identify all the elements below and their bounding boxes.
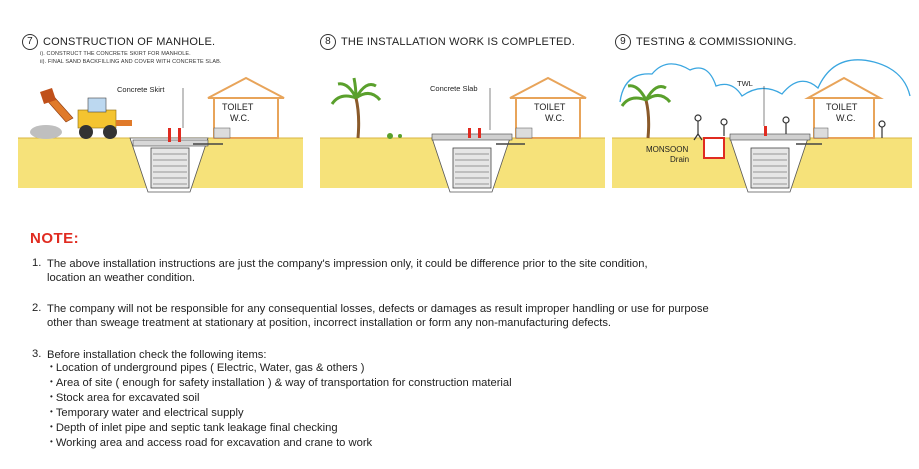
- note-title: NOTE:: [30, 230, 80, 247]
- step-9-monsoon-label: MONSOON: [646, 145, 689, 154]
- note-item-2-line-1: The company will not be responsible for any consequential losses, defects or damages as result improper handling or use for purpose: [47, 303, 709, 315]
- step-9-illustration: [612, 42, 912, 202]
- note-bullet-6: • Working area and access road for excavation and crane to work: [50, 437, 372, 449]
- step-7-title-text: CONSTRUCTION OF MANHOLE.: [43, 36, 216, 48]
- step-9-drain-label: Drain: [670, 155, 690, 164]
- step-8-illustration: [320, 70, 605, 200]
- note-item-3-number: 3.: [32, 348, 42, 360]
- step-8-wc-label: W.C.: [545, 113, 565, 123]
- step-7-wc-label: W.C.: [230, 113, 250, 123]
- step-7-substep-2: ii). FINAL SAND BACKFILLING AND COVER WITH CONCRETE SLAB.: [40, 59, 222, 65]
- step-7-skirt-label: Concrete Skirt: [117, 85, 165, 94]
- step-7-number: 7: [22, 34, 38, 50]
- note-item-2-number: 2.: [32, 302, 42, 314]
- note-bullet-1: • Location of underground pipes ( Electric, Water, gas & others ): [50, 362, 364, 374]
- step-7-substep-1: i). CONSTRUCT THE CONCRETE SKIRT FOR MANHOLE.: [40, 51, 191, 57]
- step-9-twl-label: TWL: [737, 79, 753, 88]
- note-item-1-line-1: The above installation instructions are just the company's impression only, it could be difference prior to the site condition,: [47, 258, 648, 270]
- note-bullet-3: • Stock area for excavated soil: [50, 392, 199, 404]
- step-8-title-text: THE INSTALLATION WORK IS COMPLETED.: [341, 36, 575, 48]
- note-bullet-5: • Depth of inlet pipe and septic tank leakage final checking: [50, 422, 338, 434]
- step-7-illustration: [18, 70, 303, 200]
- step-9-title-text: TESTING & COMMISSIONING.: [636, 36, 797, 48]
- step-9-toilet-label: TOILET: [826, 102, 858, 112]
- step-8-number: 8: [320, 34, 336, 50]
- note-item-1-number: 1.: [32, 257, 42, 269]
- note-bullet-4: • Temporary water and electrical supply: [50, 407, 244, 419]
- note-item-3-line-1: Before installation check the following items:: [47, 349, 267, 361]
- note-item-2-line-2: other than sweage treatment at stationary at position, incorrect installation or form any non-manufacturing defects.: [47, 317, 612, 329]
- note-item-1-line-2: location an weather condition.: [47, 272, 196, 284]
- step-7-title: [22, 34, 215, 50]
- step-9-wc-label: W.C.: [836, 113, 856, 123]
- step-7-toilet-label: TOILET: [222, 102, 254, 112]
- step-8-toilet-label: TOILET: [534, 102, 566, 112]
- step-8-slab-label: Concrete Slab: [430, 84, 478, 93]
- step-8-title: [320, 34, 575, 50]
- note-bullet-2: • Area of site ( enough for safety installation ) & way of transportation for construction material: [50, 377, 512, 389]
- step-9-number: 9: [615, 34, 631, 50]
